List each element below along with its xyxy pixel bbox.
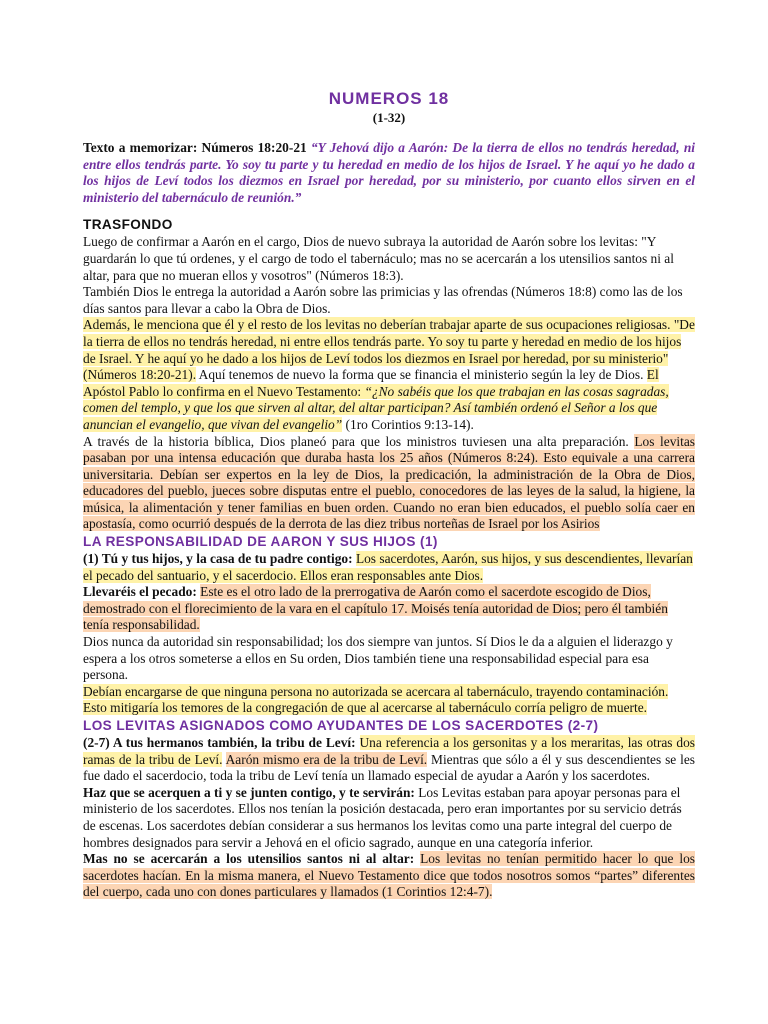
- verse-label: Llevaréis el pecado:: [83, 584, 197, 600]
- paragraph: [83, 684, 695, 717]
- document-page: [83, 88, 695, 901]
- text-span: A través de la historia bíblica, Dios planeó para que los ministros tuviesen una alta preparación.: [83, 433, 635, 449]
- section-heading-responsabilidad: LA RESPONSABILIDAD DE AARON Y SUS HIJOS (1): [83, 534, 438, 550]
- paragraph: [83, 851, 695, 901]
- highlight: El Apóstol Pablo lo confirma en el Nuevo Testamento:: [83, 367, 659, 399]
- chapter-range: (1-32): [372, 110, 406, 125]
- verse-label: Haz que se acerquen a ti y se junten contigo, y te servirán:: [83, 784, 415, 800]
- text-span: Mientras que sólo a él y sus descendientes se les fue dado el sacerdocio, toda la tribu de Leví tenía un llamado especial de ayudar a Aarón y los sacerdotes.: [83, 751, 695, 784]
- paragraph: [83, 434, 695, 534]
- text-span: (1ro Corintios 9:13-14).: [342, 416, 474, 432]
- memory-verse: [83, 140, 695, 206]
- page-title: NUMEROS 18: [328, 89, 450, 108]
- paragraph: Luego de confirmar a Aarón en el cargo, Dios de nuevo subraya la autoridad de Aarón sobre los levitas: "Y guardarán lo que tú ordenes, y el cargo de todo el tabernáculo; mas no se acercarán a los utensilios santos ni al altar, para que no mueran ellos y vosotros" (Números 18:3).: [83, 234, 674, 283]
- verse-label: Mas no se acercarán a los utensilios santos ni al altar:: [83, 851, 415, 867]
- paragraph: [83, 317, 695, 433]
- highlight: Los levitas no tenían permitido hacer lo que los sacerdotes hacían. En la misma manera, el Nuevo Testamento dice que todos nosotros somos “partes” diferentes del cuerpo, cada uno con dones particulares y llamados (1 Corintios 12:4-7).: [83, 851, 696, 900]
- highlight: Debían encargarse de que ninguna persona no autorizada se acercara al tabernáculo, trayendo contaminación. Esto mitigaría los temores de la congregación de que al acercarse al tabernáculo corría peligro de muerte.: [83, 683, 669, 716]
- paragraph: También Dios le entrega la autoridad a Aarón sobre las primicias y las ofrendas (Números 18:8) como las de los días santos para llevar a cabo la Obra de Dios.: [83, 284, 683, 316]
- highlight: Además, le menciona que él y el resto de los levitas no deberían trabajar aparte de sus ocupaciones religiosas. "De la tierra de ellos no tendrás heredad, ni entre ellos tendrás parte. Yo soy tu parte y heredad en medio de los hijos de Israel. Y he aquí yo he dado a los hijos de Leví todos los diezmos en Israel por heredad, por su ministerio" (Números 18:20-21).: [83, 317, 695, 383]
- highlight: Los levitas pasaban por una intensa educación que duraba hasta los 25 años (Números 8:24). Esto equivale a una carrera universitaria. Debían ser expertos en la ley de Dios, la predicación, la administración de la Obra de Dios, educadores del pueblo, jueces sobre disputas entre el pueblo, conocedores de las leyes de la salud, la higiene, la música, la alimentación y tener familias en buen orden. Cuando no eran bien educados, el pueblo solía caer en apostasía, como ocurrió después de la derrota de las diez tribus norteñas de Israel por los Asirios: [83, 433, 695, 532]
- text-span: Aquí tenemos de nuevo la forma que se financia el ministerio según la ley de Dios.: [196, 367, 647, 383]
- verse-label: (1) Tú y tus hijos, y la casa de tu padre contigo:: [83, 551, 353, 567]
- paragraph: [83, 735, 695, 785]
- highlight: Los sacerdotes, Aarón, sus hijos, y sus descendientes, llevarían el pecado del santuario, y el sacerdocio. Ellos eran responsables ante Dios.: [83, 551, 693, 583]
- highlight: Aarón mismo era de la tribu de Leví.: [225, 751, 428, 767]
- memory-verse-quote: “Y Jehová dijo a Aarón: De la tierra de ellos no tendrás heredad, ni entre ellos tendrás parte. Yo soy tu parte y tu heredad en medio de los hijos de Israel. Y he aquí yo he dado a los hijos de Leví todos los diezmos en Israel por heredad, por su ministerio, por cuanto ellos sirven en el ministerio del tabernáculo de reunión.”: [83, 140, 695, 205]
- section-heading-trasfondo: TRASFONDO: [83, 217, 173, 233]
- paragraph: [83, 785, 695, 851]
- paragraph: Dios nunca da autoridad sin responsabilidad; los dos siempre van juntos. Sí Dios le da a alguien el liderazgo y espera a los otros someterse a ellos en Su orden, Dios también tiene una responsabilidad especial para esa persona.: [83, 634, 673, 683]
- paragraph: [83, 584, 695, 634]
- paragraph: [83, 551, 695, 584]
- section-heading-levitas: LOS LEVITAS ASIGNADOS COMO AYUDANTES DE LOS SACERDOTES (2-7): [83, 718, 599, 733]
- highlight: Este es el otro lado de la prerrogativa de Aarón como el sacerdote escogido de Dios, demostrado con el florecimiento de la vara en el capítulo 17. Moisés tenía autoridad de Dios; pero él también tenía responsabilidad.: [83, 584, 668, 633]
- verse-label: (2-7) A tus hermanos también, la tribu de Leví:: [83, 735, 356, 750]
- memory-verse-label: Texto a memorizar: Números 18:20-21: [83, 140, 307, 155]
- highlight: Una referencia a los gersonitas y a los meraritas, las otras dos ramas de la tribu de Leví.: [83, 735, 695, 767]
- text-span: Los Levitas estaban para apoyar personas para el ministerio de los sacerdotes. Ellos nos tenían la posición destacada, pero eran importantes por su servicio detrás de escenas. Los sacerdotes debían considerar a sus hermanos los levitas como una parte integral del cuerpo de hombres designados para servir a Jehová en el oficio sagrado, aunque en una categoría inferior.: [83, 784, 682, 850]
- highlight-quote: “¿No sabéis que los que trabajan en las cosas sagradas, comen del templo, y que los que sirven al altar, del altar participan? Así también ordenó el Señor a los que anuncian el evangelio, que vivan del evangelio”: [83, 383, 669, 432]
